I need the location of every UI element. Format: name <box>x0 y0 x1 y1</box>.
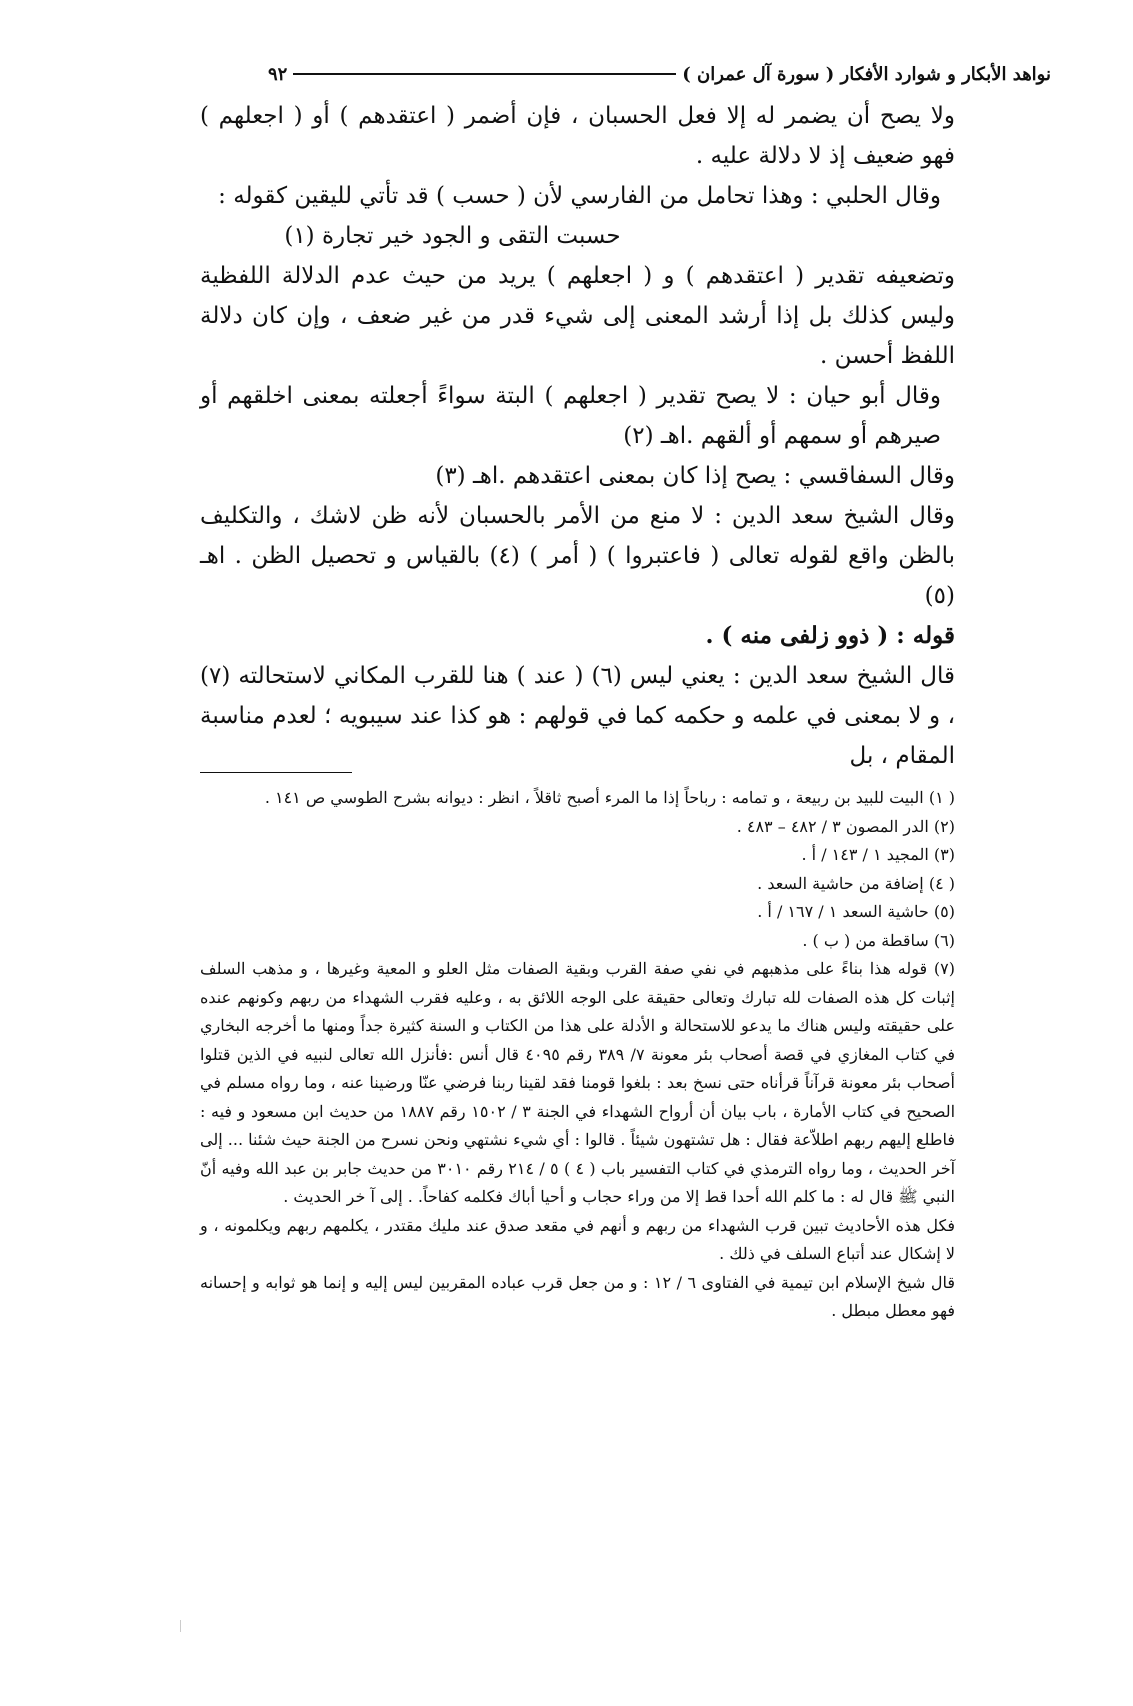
footnote: ( ١) البيت للبيد بن ربيعة ، و تمامه : رباحاً إذا ما المرء أصبح ثاقلاً ، انظر : ديوانه بشرح الطوسي ص ١٤١ . <box>264 788 955 807</box>
footnote: (٦) ساقطة من ( ب ) . <box>802 930 955 950</box>
page-number: ٩٢ <box>268 63 288 85</box>
footnote: فكل هذه الأحاديث تبين قرب الشهداء من ربهم و أنهم في مقعد صدق عند مليك مقتدر ، يكلمهم ربهم ويكلمونه ، و لا إشكال عند أتباع السلف في ذلك . <box>200 1215 955 1263</box>
scan-mark <box>180 1620 181 1632</box>
footnote: ( ٤) إضافة من حاشية السعد . <box>757 873 955 893</box>
body-paragraph: ولا يصح أن يضمر له إلا فعل الحسبان ، فإن أضمر ( اعتقدهم ) أو ( اجعلهم ) فهو ضعيف إذ لا دلالة عليه . <box>200 103 955 169</box>
main-text <box>200 96 955 776</box>
footnotes <box>200 784 955 1326</box>
footnote: (٥) حاشية السعد ١ / ١٦٧ / أ . <box>757 902 955 921</box>
body-paragraph: وقال الشيخ سعد الدين : لا منع من الأمر بالحسبان لأنه ظن لاشك ، والتكليف بالظن واقع لقوله تعالى ( فاعتبروا ) ( أمر ) (٤) بالقياس و تحصيل الظن . اهـ (٥) <box>200 503 955 609</box>
page-header <box>268 62 1051 86</box>
running-title: نواهد الأبكار و شوارد الأفكار ( سورة آل عمران ) <box>682 63 1051 85</box>
body-paragraph: وتضعيفه تقدير ( اعتقدهم ) و ( اجعلهم ) يريد من حيث عدم الدلالة اللفظية وليس كذلك بل إذا أرشد المعنى إلى شيء قدر من غير ضعف ، وإن كان دلالة اللفظ أحسن . <box>200 263 955 369</box>
body-paragraph: وقال أبو حيان : لا يصح تقدير ( اجعلهم ) البتة سواءً أجعلته بمعنى اخلقهم أو صيرهم أو سمهم أو ألقهم .اهـ (٢) <box>200 383 941 449</box>
body-paragraph: قال الشيخ سعد الدين : يعني ليس (٦) ( عند ) هنا للقرب المكاني لاستحالته (٧) ، و لا بمعنى في علمه و حكمه كما في قولهم : هو كذا عند سيبويه ؛ لعدم مناسبة المقام ، بل <box>200 663 956 769</box>
footnote: (٢) الدر المصون ٣ / ٤٨٢ – ٤٨٣ . <box>736 816 955 836</box>
footnote-separator <box>200 772 352 773</box>
poem-verse: حسبت التقى و الجود خير تجارة (١) <box>284 223 621 249</box>
section-heading: قوله : ( ذوو زلفى منه ) . <box>705 622 955 649</box>
footnote: (٣) المجيد ١ / ١٤٣ / أ . <box>801 845 955 864</box>
footnote: (٧) قوله هذا بناءً على مذهبهم في نفي صفة القرب وبقية الصفات مثل العلو و المعية وغيرها ، و مذهب السلف إثبات كل هذه الصفات لله تبارك وتعالى حقيقة على الوجه اللائق به ، وعليه فقرب الشهداء من ربهم وكونهم عنده على حقيقته وليس هناك ما يدعو للاستحالة و الأدلة على هذا من الكتاب و السنة كثيرة جداً ومنها ما أخرجه البخاري في كتاب المغازي في قصة أصحاب بئر معونة ٧/ ٣٨٩ رقم ٤٠٩٥ قال أنس :فأنزل الله تعالى لنبيه في الذين قتلوا أصحاب بئر معونة قرآناً قرأناه حتى نسخ بعد : بلغوا قومنا فقد لقينا ربنا فرضي عنّا ورضينا عنه ، وما رواه مسلم في الصحيح في كتاب الأمارة ، باب بيان أن أرواح الشهداء في الجنة ٣ / ١٥٠٢ رقم ١٨٨٧ من حديث ابن مسعود و فيه : فاطلع إليهم ربهم اطلاّعة فقال : هل تشتهون شيئاً . قالوا : أي شيء نشتهي ونحن نسرح من الجنة حيث شئنا ... إلى آخر الحديث ، وما رواه الترمذي في كتاب التفسير باب ( ٤ ) ٥ / ٢١٤ رقم ٣٠١٠ من حديث جابر بن عبد الله وفيه أنّ النبي ﷺ قال له : ما كلم الله أحدا قط إلا من وراء حجاب و أحيا أباك فكلمه كفاحاً. . إلى آ خر الحديث . <box>200 959 956 1206</box>
body-paragraph: وقال الحلبي : وهذا تحامل من الفارسي لأن ( حسب ) قد تأتي لليقين كقوله : <box>218 183 941 209</box>
footnote: قال شيخ الإسلام ابن تيمية في الفتاوى ٦ / ١٢ : و من جعل قرب عباده المقربين ليس إليه و إنما هو ثوابه و إحسانه فهو معطل مبطل . <box>200 1272 955 1320</box>
body-paragraph: وقال السفاقسي : يصح إذا كان بمعنى اعتقدهم .اهـ (٣) <box>435 463 955 489</box>
header-rule <box>293 73 676 75</box>
